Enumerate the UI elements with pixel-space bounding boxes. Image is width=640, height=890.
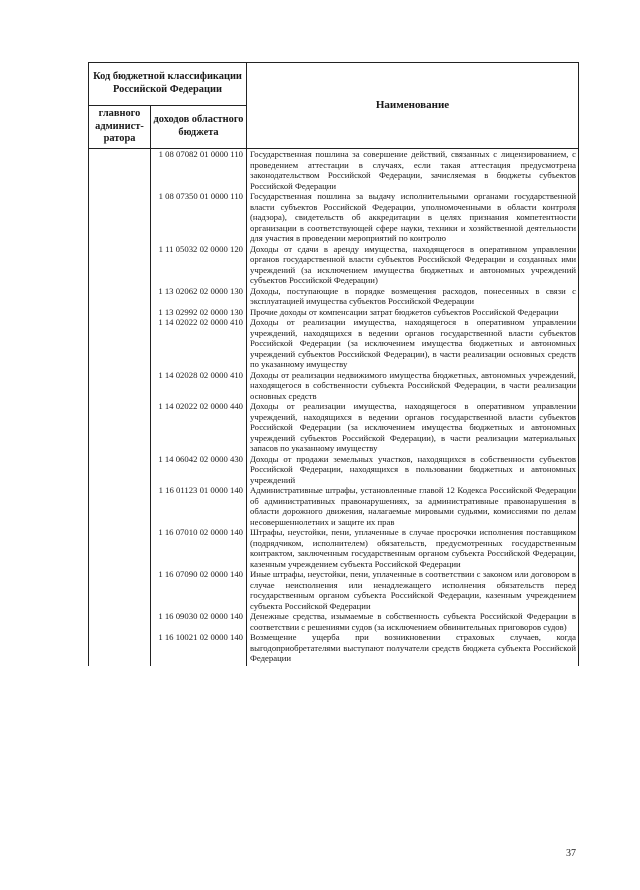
- income-code-cell: 1 14 02022 02 0000 410: [151, 317, 247, 370]
- income-code-cell: 1 08 07350 01 0000 110: [151, 191, 247, 244]
- income-name-cell: Штрафы, неустойки, пени, уплаченные в случае просрочки исполнения поставщиком (подрядчиком, исполнителем) обязательств, предусмотренных государственным контрактом, заключенным государственным органом субъекта Российской Федерации, казенным учреждением субъекта Российской Федерации: [247, 527, 579, 569]
- income-code-cell: 1 08 07082 01 0000 110: [151, 149, 247, 192]
- income-code-cell: 1 13 02062 02 0000 130: [151, 286, 247, 307]
- table-row: [89, 191, 579, 244]
- admin-code-cell: [89, 454, 151, 486]
- admin-code-cell: [89, 370, 151, 402]
- header-main-administrator: главного админист-ратора: [89, 106, 151, 149]
- admin-code-cell: [89, 317, 151, 370]
- header-regional-budget-income: доходов областного бюджета: [151, 106, 247, 149]
- income-name-cell: Доходы от реализации имущества, находящегося в оперативном управлении учреждений, находящихся в ведении органов государственной власти субъектов Российской Федерации (за исключением имущества бюджетных и автономных учреждений субъектов Российской Федерации), в части реализации основных средств по указанному имуществу: [247, 317, 579, 370]
- income-code-cell: 1 16 01123 01 0000 140: [151, 485, 247, 527]
- table-row: [89, 317, 579, 370]
- income-code-cell: 1 14 06042 02 0000 430: [151, 454, 247, 486]
- table-row: [89, 307, 579, 318]
- admin-code-cell: [89, 485, 151, 527]
- admin-code-cell: [89, 569, 151, 611]
- table-row: [89, 244, 579, 286]
- income-name-cell: Доходы от сдачи в аренду имущества, находящегося в оперативном управлении органов государственной власти субъектов Российской Федерации и созданных ими учреждений (за исключением имущества бюджетных и автономных учреждений субъектов Российской Федерации): [247, 244, 579, 286]
- table-row: [89, 632, 579, 666]
- income-name-cell: Доходы, поступающие в порядке возмещения расходов, понесенных в связи с эксплуатацией имущества субъектов Российской Федерации: [247, 286, 579, 307]
- admin-code-cell: [89, 632, 151, 666]
- table-header: [89, 63, 579, 149]
- income-name-cell: Возмещение ущерба при возникновении страховых случаев, когда выгодоприобретателями выступают получатели средств бюджета субъекта Российской Федерации: [247, 632, 579, 666]
- income-code-cell: 1 14 02028 02 0000 410: [151, 370, 247, 402]
- income-code-cell: 1 13 02992 02 0000 130: [151, 307, 247, 318]
- table-row: [89, 454, 579, 486]
- admin-code-cell: [89, 611, 151, 632]
- income-code-cell: 1 16 09030 02 0000 140: [151, 611, 247, 632]
- income-code-cell: 1 16 10021 02 0000 140: [151, 632, 247, 666]
- income-code-cell: 1 16 07090 02 0000 140: [151, 569, 247, 611]
- income-name-cell: Доходы от реализации имущества, находящегося в оперативном управлении учреждений, находящихся в ведении органов государственной власти субъектов Российской Федерации (за исключением имущества бюджетных и автономных учреждений субъектов Российской Федерации), в части реализации материальных запасов по указанному имуществу: [247, 401, 579, 454]
- income-code-cell: 1 16 07010 02 0000 140: [151, 527, 247, 569]
- admin-code-cell: [89, 244, 151, 286]
- table-row: [89, 149, 579, 192]
- page-number: 37: [566, 848, 576, 859]
- table-row: [89, 370, 579, 402]
- table-row: [89, 401, 579, 454]
- admin-code-cell: [89, 527, 151, 569]
- income-name-cell: Прочие доходы от компенсации затрат бюджетов субъектов Российской Федерации: [247, 307, 579, 318]
- table-body: [89, 149, 579, 666]
- income-name-cell: Государственная пошлина за выдачу исполнительными органами государственной власти субъектов Российской Федерации, уполномоченными в области контроля (надзора), свидетельств об аккредитации в целях признания компетентности организации в соответствующей сфере науки, техники и хозяйственной деятельности для участия в проведении мероприятий по контролю: [247, 191, 579, 244]
- admin-code-cell: [89, 307, 151, 318]
- admin-code-cell: [89, 191, 151, 244]
- income-name-cell: Денежные средства, изымаемые в собственность субъекта Российской Федерации в соответствии с решениями судов (за исключением обвинительных приговоров судов): [247, 611, 579, 632]
- income-code-cell: 1 14 02022 02 0000 440: [151, 401, 247, 454]
- admin-code-cell: [89, 149, 151, 192]
- table-row: [89, 569, 579, 611]
- table-row: [89, 286, 579, 307]
- table-row: [89, 611, 579, 632]
- income-name-cell: Доходы от продажи земельных участков, находящихся в собственности субъектов Российской Федерации, находящихся в пользовании бюджетных и автономных учреждений: [247, 454, 579, 486]
- admin-code-cell: [89, 286, 151, 307]
- income-name-cell: Доходы от реализации недвижимого имущества бюджетных, автономных учреждений, находящегося в собственности субъекта Российской Федерации, в части реализации основных средств: [247, 370, 579, 402]
- table-row: [89, 527, 579, 569]
- header-budget-classification-code: Код бюджетной классификации Российской Федерации: [89, 63, 247, 106]
- income-code-cell: 1 11 05032 02 0000 120: [151, 244, 247, 286]
- income-name-cell: Административные штрафы, установленные главой 12 Кодекса Российской Федерации об административных правонарушениях, за административные правонарушения в области дорожного движения, налагаемые мировыми судьями, комиссиями по делам несовершеннолетних и защите их прав: [247, 485, 579, 527]
- header-name: Наименование: [247, 63, 579, 149]
- income-name-cell: Государственная пошлина за совершение действий, связанных с лицензированием, с проведением аттестации в случаях, если такая аттестация предусмотрена законодательством Российской Федерации, зачисляемая в бюджеты субъектов Российской Федерации: [247, 149, 579, 192]
- table-row: [89, 485, 579, 527]
- admin-code-cell: [89, 401, 151, 454]
- budget-code-table: [88, 62, 579, 666]
- income-name-cell: Иные штрафы, неустойки, пени, уплаченные в соответствии с законом или договором в случае неисполнения или ненадлежащего исполнения обязательств перед государственным органом субъекта Российской Федерации, казенным учреждением субъекта Российской Федерации: [247, 569, 579, 611]
